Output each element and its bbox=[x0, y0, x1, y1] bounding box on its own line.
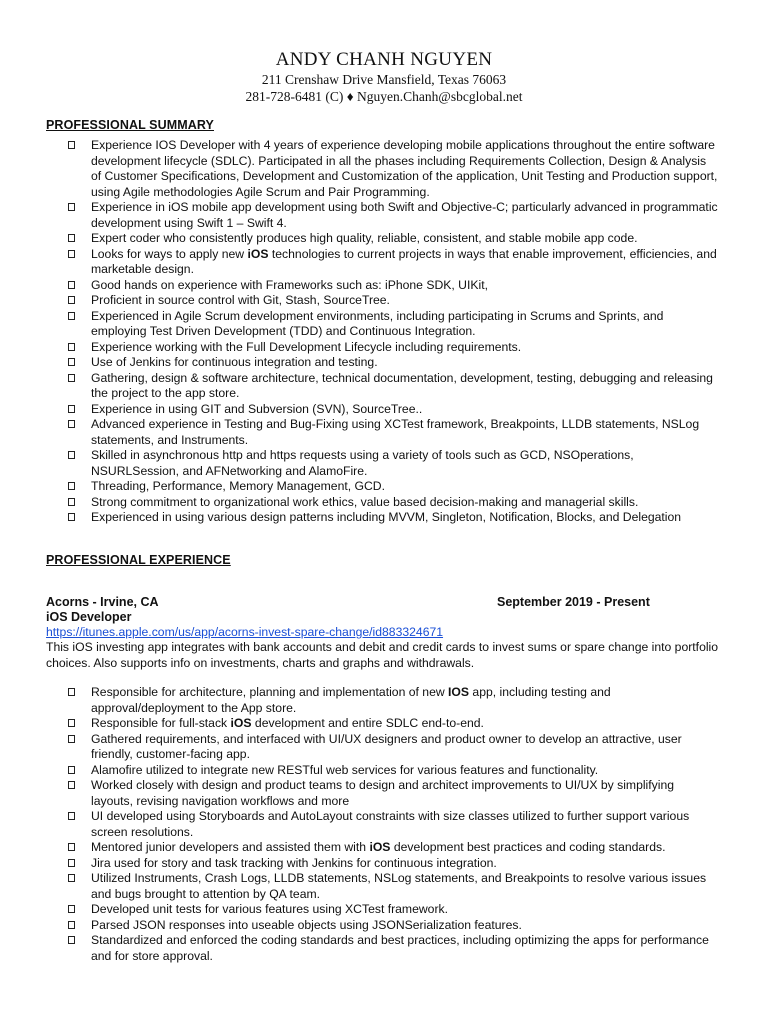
candidate-name: ANDY CHANH NGUYEN bbox=[275, 49, 493, 70]
checkbox-bullet-icon bbox=[68, 513, 75, 521]
checkbox-bullet-icon bbox=[68, 735, 75, 743]
job-description: This iOS investing app integrates with bank accounts and debit and credit cards to invest sums or spare change into portfolio choices. Also supports info on investments, charts and graphs and withdrawals. bbox=[46, 640, 719, 670]
experience-item-text: Developed unit tests for various features using XCTest framework. bbox=[91, 902, 448, 916]
summary-item-text: Experienced in Agile Scrum development environments, including participating in Scrums and Sprints, and employing Test Driven Development (TDD) and Continuous Integration. bbox=[91, 308, 664, 338]
summary-item-text: Threading, Performance, Memory Management, GCD. bbox=[91, 479, 385, 493]
checkbox-bullet-icon bbox=[68, 921, 75, 929]
resume-header bbox=[0, 48, 768, 105]
experience-item bbox=[0, 778, 768, 809]
summary-item bbox=[0, 138, 768, 200]
checkbox-bullet-icon bbox=[68, 451, 75, 459]
summary-item-text: Looks for ways to apply new iOS technologies to current projects in ways that enable improvement, efficiencies, and marketable design. bbox=[91, 246, 717, 276]
summary-item bbox=[0, 402, 768, 418]
checkbox-bullet-icon bbox=[68, 343, 75, 351]
summary-item-text: Strong commitment to organizational work ethics, value based decision-making and managerial skills. bbox=[91, 494, 639, 509]
summary-item bbox=[0, 247, 768, 278]
summary-item-text: Good hands on experience with Frameworks such as: iPhone SDK, UIKit, bbox=[91, 277, 488, 292]
experience-item-text: Worked closely with design and product teams to design and architect improvements to UI/UX by simplifying layouts, revising navigation workflows and more bbox=[91, 778, 675, 808]
experience-item bbox=[0, 871, 768, 902]
summary-item bbox=[0, 309, 768, 340]
checkbox-bullet-icon bbox=[68, 234, 75, 242]
summary-item bbox=[0, 355, 768, 371]
job-dates: September 2019 - Present bbox=[497, 595, 650, 609]
checkbox-bullet-icon bbox=[68, 859, 75, 867]
experience-item-text: Responsible for full-stack iOS development and entire SDLC end-to-end. bbox=[91, 716, 484, 730]
summary-item bbox=[0, 278, 768, 294]
experience-item-text: Gathered requirements, and interfaced with UI/UX designers and product owner to develop an attractive, user friendly, customer-facing app. bbox=[91, 731, 682, 761]
experience-item bbox=[0, 918, 768, 934]
summary-item-text: Experienced in using various design patterns including MVVM, Singleton, Notification, Blocks, and Delegation bbox=[91, 510, 682, 524]
checkbox-bullet-icon bbox=[68, 420, 75, 428]
checkbox-bullet-icon bbox=[68, 203, 75, 211]
checkbox-bullet-icon bbox=[68, 781, 75, 789]
summary-item bbox=[0, 510, 768, 526]
summary-item-text: Gathering, design & software architecture, technical documentation, development, testing, debugging and releasing the project to the app store. bbox=[91, 370, 713, 400]
summary-item bbox=[0, 479, 768, 495]
experience-item-text: Parsed JSON responses into useable objects using JSONSerialization features. bbox=[91, 917, 522, 932]
checkbox-bullet-icon bbox=[68, 405, 75, 413]
summary-item bbox=[0, 231, 768, 247]
checkbox-bullet-icon bbox=[68, 374, 75, 382]
job-title: iOS Developer bbox=[46, 610, 132, 624]
checkbox-bullet-icon bbox=[68, 936, 75, 944]
checkbox-bullet-icon bbox=[68, 874, 75, 882]
summary-item bbox=[0, 495, 768, 511]
summary-list bbox=[0, 138, 768, 526]
checkbox-bullet-icon bbox=[68, 358, 75, 366]
checkbox-bullet-icon bbox=[68, 482, 75, 490]
summary-item-text: Experience working with the Full Development Lifecycle including requirements. bbox=[91, 339, 522, 354]
experience-item bbox=[0, 716, 768, 732]
experience-item-text: Standardized and enforced the coding standards and best practices, including optimizing the apps for performance and for store approval. bbox=[91, 933, 709, 963]
summary-item-text: Proficient in source control with Git, Stash, SourceTree. bbox=[91, 293, 390, 307]
checkbox-bullet-icon bbox=[68, 296, 75, 304]
summary-item bbox=[0, 340, 768, 356]
experience-item bbox=[0, 732, 768, 763]
experience-item-text: Responsible for architecture, planning and implementation of new IOS app, including testing and approval/deployment to the App store. bbox=[91, 685, 611, 715]
checkbox-bullet-icon bbox=[68, 281, 75, 289]
experience-heading: PROFESSIONAL EXPERIENCE bbox=[46, 553, 231, 567]
summary-item-text: Use of Jenkins for continuous integration and testing. bbox=[91, 355, 378, 369]
summary-item-text: Experience in using GIT and Subversion (SVN), SourceTree.. bbox=[91, 401, 423, 416]
summary-item-text: Advanced experience in Testing and Bug-Fixing using XCTest framework, Breakpoints, LLDB statements, NSLog statements, and Instruments. bbox=[91, 417, 700, 447]
summary-item bbox=[0, 448, 768, 479]
experience-item bbox=[0, 856, 768, 872]
experience-item bbox=[0, 685, 768, 716]
experience-item-text: Alamofire utilized to integrate new RESTful web services for various features and functionality. bbox=[91, 762, 599, 777]
checkbox-bullet-icon bbox=[68, 719, 75, 727]
experience-item-text: Utilized Instruments, Crash Logs, LLDB statements, NSLog statements, and Breakpoints to resolve various issues and bugs brought to attention by QA team. bbox=[91, 871, 707, 901]
checkbox-bullet-icon bbox=[68, 766, 75, 774]
checkbox-bullet-icon bbox=[68, 843, 75, 851]
summary-heading: PROFESSIONAL SUMMARY bbox=[46, 118, 214, 132]
checkbox-bullet-icon bbox=[68, 812, 75, 820]
summary-item bbox=[0, 200, 768, 231]
summary-item bbox=[0, 371, 768, 402]
checkbox-bullet-icon bbox=[68, 312, 75, 320]
experience-list bbox=[0, 685, 768, 964]
experience-item bbox=[0, 840, 768, 856]
checkbox-bullet-icon bbox=[68, 498, 75, 506]
summary-item bbox=[0, 293, 768, 309]
experience-item-text: Mentored junior developers and assisted them with iOS development best practices and coding standards. bbox=[91, 840, 666, 854]
company-location: Acorns - Irvine, CA bbox=[46, 595, 159, 609]
summary-item-text: Experience in iOS mobile app development using both Swift and Objective-C; particularly advanced in programmatic development using Swift 1 – Swift 4. bbox=[91, 200, 718, 230]
address-line: 211 Crenshaw Drive Mansfield, Texas 76063 bbox=[261, 72, 507, 87]
contact-line: 281-728-6481 (C) ♦ Nguyen.Chanh@sbcglobal.net bbox=[245, 89, 523, 104]
summary-item-text: Skilled in asynchronous http and https requests using a variety of tools such as GCD, NSOperations, NSURLSession, and AFNetworking and AlamoFire. bbox=[91, 448, 634, 478]
checkbox-bullet-icon bbox=[68, 688, 75, 696]
experience-item bbox=[0, 809, 768, 840]
experience-item-text: UI developed using Storyboards and AutoLayout constraints with size classes utilized to further support various screen resolutions. bbox=[91, 809, 690, 839]
experience-item-text: Jira used for story and task tracking with Jenkins for continuous integration. bbox=[91, 855, 497, 870]
summary-item bbox=[0, 417, 768, 448]
experience-item bbox=[0, 902, 768, 918]
app-store-link[interactable]: https://itunes.apple.com/us/app/acorns-invest-spare-change/id883324671 bbox=[46, 625, 444, 639]
checkbox-bullet-icon bbox=[68, 141, 75, 149]
experience-item bbox=[0, 763, 768, 779]
experience-item bbox=[0, 933, 768, 964]
checkbox-bullet-icon bbox=[68, 905, 75, 913]
summary-item-text: Expert coder who consistently produces high quality, reliable, consistent, and stable mobile app code. bbox=[91, 231, 638, 245]
checkbox-bullet-icon bbox=[68, 250, 75, 258]
summary-item-text: Experience IOS Developer with 4 years of experience developing mobile applications throughout the entire software development lifecycle (SDLC). Participated in all the phases including Requirements Collection, Design & Analysis of Customer Specifications, Development and Customization of the application, Unit Testing and Production support, using Agile methodologies Agile Scrum and Pair Programming. bbox=[91, 138, 718, 199]
